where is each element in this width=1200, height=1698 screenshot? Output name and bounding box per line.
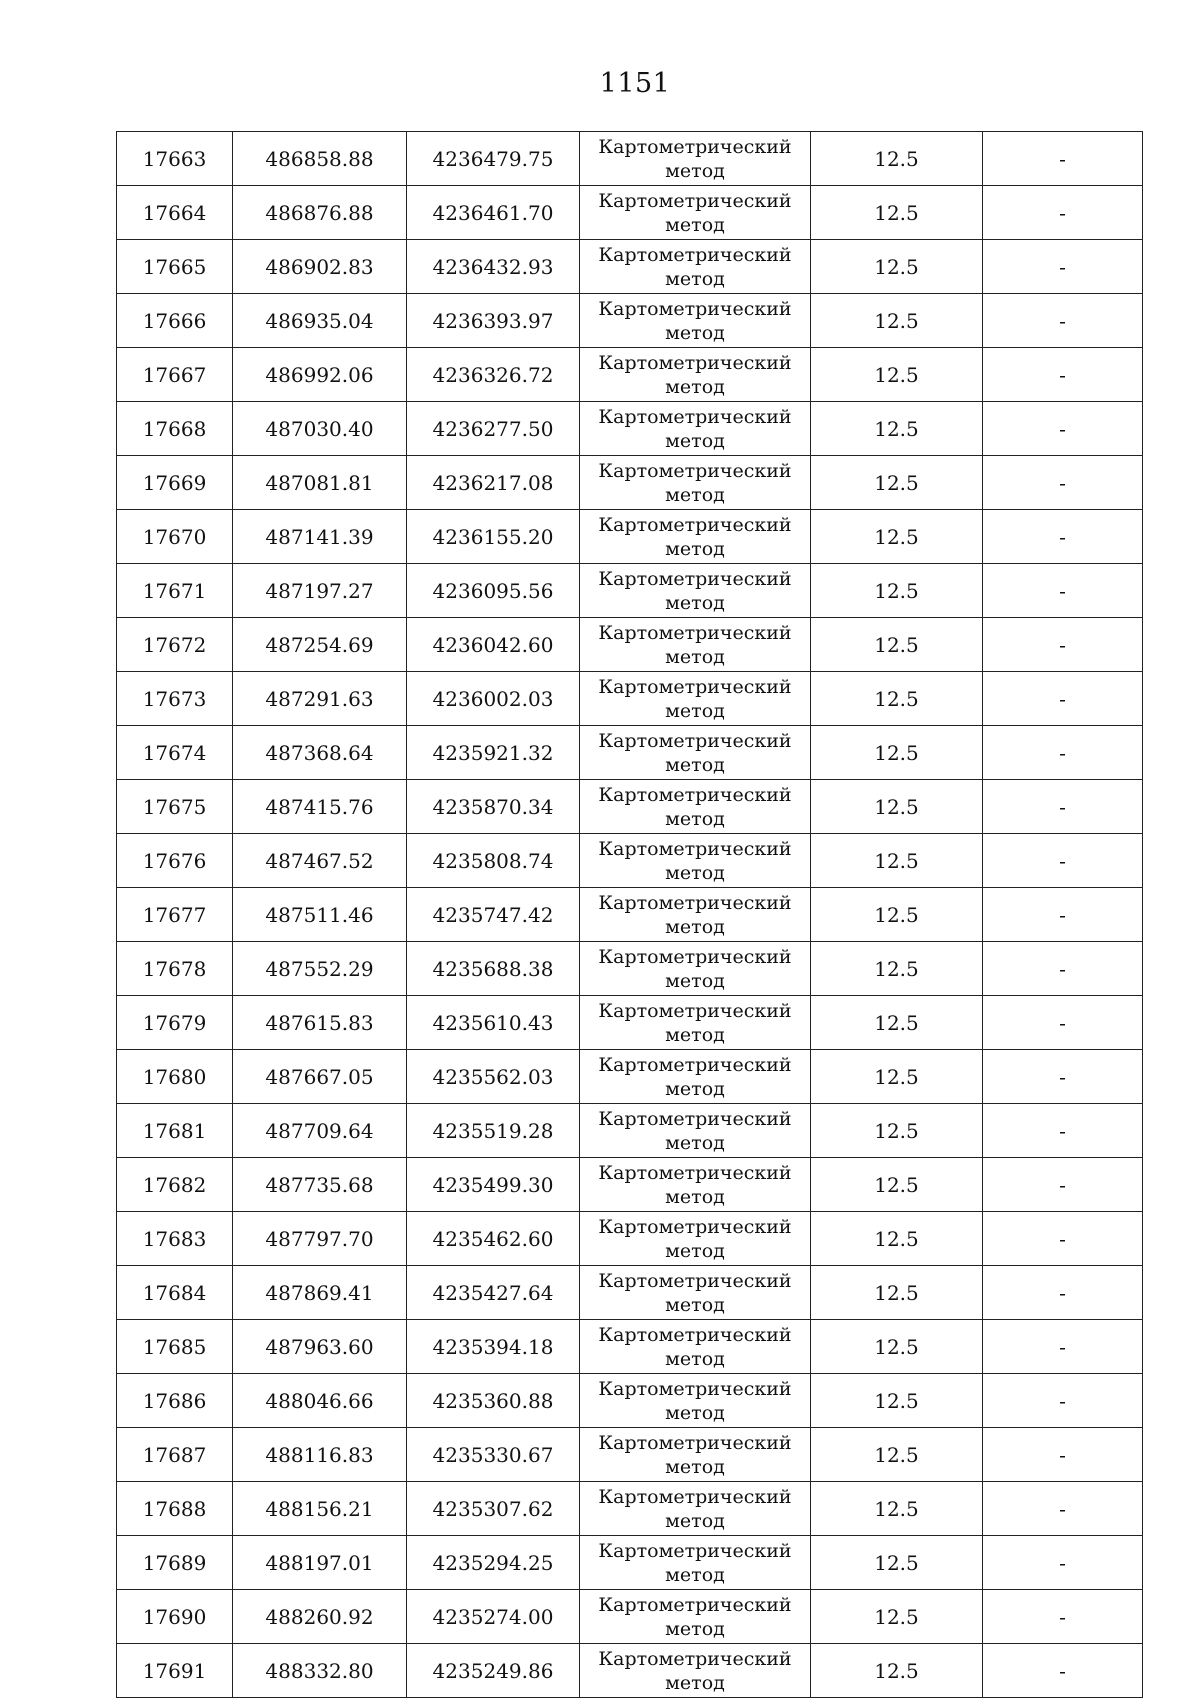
method-line-1: Картометрический	[598, 1377, 792, 1400]
point-number-cell: 17680	[117, 1050, 233, 1104]
method-line-1: Картометрический	[598, 189, 792, 212]
x-coordinate-cell: 488156.21	[233, 1482, 407, 1536]
method-line-1: Картометрический	[598, 1593, 792, 1616]
x-coordinate-cell: 486876.88	[233, 186, 407, 240]
y-coordinate-cell: 4236393.97	[407, 294, 580, 348]
method-cell	[580, 942, 811, 996]
x-coordinate-cell: 486858.88	[233, 132, 407, 186]
method-line-2: метод	[665, 321, 725, 344]
y-coordinate-cell: 4235462.60	[407, 1212, 580, 1266]
table-row	[117, 996, 1143, 1050]
point-number-cell: 17671	[117, 564, 233, 618]
x-coordinate-cell: 488332.80	[233, 1644, 407, 1698]
point-number-cell: 17665	[117, 240, 233, 294]
method-cell	[580, 348, 811, 402]
method-line-1: Картометрический	[598, 351, 792, 374]
table-row	[117, 618, 1143, 672]
table-row	[117, 132, 1143, 186]
note-cell: -	[983, 1428, 1143, 1482]
y-coordinate-cell: 4235307.62	[407, 1482, 580, 1536]
note-cell: -	[983, 564, 1143, 618]
method-line-2: метод	[665, 1671, 725, 1694]
precision-cell: 12.5	[811, 240, 983, 294]
y-coordinate-cell: 4236326.72	[407, 348, 580, 402]
precision-cell: 12.5	[811, 1104, 983, 1158]
method-line-1: Картометрический	[598, 1431, 792, 1454]
precision-cell: 12.5	[811, 834, 983, 888]
method-line-1: Картометрический	[598, 513, 792, 536]
y-coordinate-cell: 4235394.18	[407, 1320, 580, 1374]
precision-cell: 12.5	[811, 510, 983, 564]
note-cell: -	[983, 1536, 1143, 1590]
y-coordinate-cell: 4236432.93	[407, 240, 580, 294]
point-number-cell: 17688	[117, 1482, 233, 1536]
method-cell	[580, 1482, 811, 1536]
method-line-2: метод	[665, 753, 725, 776]
method-line-1: Картометрический	[598, 1269, 792, 1292]
table-row	[117, 1158, 1143, 1212]
method-line-2: метод	[665, 591, 725, 614]
point-number-cell: 17678	[117, 942, 233, 996]
table-row	[117, 1320, 1143, 1374]
table-row	[117, 1374, 1143, 1428]
method-line-1: Картометрический	[598, 1107, 792, 1130]
method-line-1: Картометрический	[598, 837, 792, 860]
x-coordinate-cell: 487797.70	[233, 1212, 407, 1266]
method-line-2: метод	[665, 807, 725, 830]
method-line-2: метод	[665, 429, 725, 452]
method-line-2: метод	[665, 1185, 725, 1208]
method-line-2: метод	[665, 1347, 725, 1370]
method-cell	[580, 1266, 811, 1320]
method-line-2: метод	[665, 1239, 725, 1262]
x-coordinate-cell: 487735.68	[233, 1158, 407, 1212]
point-number-cell: 17684	[117, 1266, 233, 1320]
method-line-1: Картометрический	[598, 405, 792, 428]
method-cell	[580, 726, 811, 780]
method-cell	[580, 1050, 811, 1104]
table-row	[117, 240, 1143, 294]
point-number-cell: 17687	[117, 1428, 233, 1482]
y-coordinate-cell: 4235870.34	[407, 780, 580, 834]
method-line-1: Картометрический	[598, 945, 792, 968]
method-line-2: метод	[665, 1455, 725, 1478]
method-cell	[580, 564, 811, 618]
method-line-2: метод	[665, 699, 725, 722]
precision-cell: 12.5	[811, 1320, 983, 1374]
precision-cell: 12.5	[811, 1374, 983, 1428]
precision-cell: 12.5	[811, 294, 983, 348]
precision-cell: 12.5	[811, 186, 983, 240]
x-coordinate-cell: 488197.01	[233, 1536, 407, 1590]
method-cell	[580, 132, 811, 186]
table-row	[117, 672, 1143, 726]
x-coordinate-cell: 487197.27	[233, 564, 407, 618]
x-coordinate-cell: 487615.83	[233, 996, 407, 1050]
note-cell: -	[983, 1644, 1143, 1698]
method-line-2: метод	[665, 1401, 725, 1424]
table-row	[117, 402, 1143, 456]
precision-cell: 12.5	[811, 942, 983, 996]
x-coordinate-cell: 487511.46	[233, 888, 407, 942]
method-cell	[580, 1104, 811, 1158]
table-row	[117, 1482, 1143, 1536]
note-cell: -	[983, 1212, 1143, 1266]
method-cell	[580, 834, 811, 888]
method-line-1: Картометрический	[598, 729, 792, 752]
point-number-cell: 17673	[117, 672, 233, 726]
y-coordinate-cell: 4236042.60	[407, 618, 580, 672]
precision-cell: 12.5	[811, 1266, 983, 1320]
y-coordinate-cell: 4235330.67	[407, 1428, 580, 1482]
method-cell	[580, 888, 811, 942]
method-line-2: метод	[665, 1131, 725, 1154]
y-coordinate-cell: 4236155.20	[407, 510, 580, 564]
y-coordinate-cell: 4236095.56	[407, 564, 580, 618]
note-cell: -	[983, 1320, 1143, 1374]
note-cell: -	[983, 1590, 1143, 1644]
note-cell: -	[983, 618, 1143, 672]
note-cell: -	[983, 780, 1143, 834]
method-line-1: Картометрический	[598, 1215, 792, 1238]
method-cell	[580, 1374, 811, 1428]
point-number-cell: 17668	[117, 402, 233, 456]
method-line-2: метод	[665, 159, 725, 182]
method-line-2: метод	[665, 483, 725, 506]
point-number-cell: 17690	[117, 1590, 233, 1644]
table-row	[117, 294, 1143, 348]
x-coordinate-cell: 487869.41	[233, 1266, 407, 1320]
method-line-1: Картометрический	[598, 675, 792, 698]
y-coordinate-cell: 4235294.25	[407, 1536, 580, 1590]
coordinates-table	[116, 131, 1143, 1698]
x-coordinate-cell: 487368.64	[233, 726, 407, 780]
method-line-1: Картометрический	[598, 1323, 792, 1346]
method-cell	[580, 1212, 811, 1266]
note-cell: -	[983, 510, 1143, 564]
y-coordinate-cell: 4236217.08	[407, 456, 580, 510]
y-coordinate-cell: 4235688.38	[407, 942, 580, 996]
table-row	[117, 510, 1143, 564]
y-coordinate-cell: 4236277.50	[407, 402, 580, 456]
x-coordinate-cell: 487963.60	[233, 1320, 407, 1374]
point-number-cell: 17677	[117, 888, 233, 942]
method-line-1: Картометрический	[598, 135, 792, 158]
method-line-1: Картометрический	[598, 783, 792, 806]
method-line-2: метод	[665, 645, 725, 668]
note-cell: -	[983, 402, 1143, 456]
x-coordinate-cell: 487552.29	[233, 942, 407, 996]
y-coordinate-cell: 4235808.74	[407, 834, 580, 888]
method-line-1: Картометрический	[598, 243, 792, 266]
method-line-1: Картометрический	[598, 1539, 792, 1562]
method-line-2: метод	[665, 1617, 725, 1640]
table-row	[117, 1266, 1143, 1320]
method-line-1: Картометрический	[598, 999, 792, 1022]
precision-cell: 12.5	[811, 1536, 983, 1590]
method-cell	[580, 618, 811, 672]
method-cell	[580, 1590, 811, 1644]
y-coordinate-cell: 4236002.03	[407, 672, 580, 726]
point-number-cell: 17681	[117, 1104, 233, 1158]
precision-cell: 12.5	[811, 618, 983, 672]
x-coordinate-cell: 487030.40	[233, 402, 407, 456]
note-cell: -	[983, 240, 1143, 294]
y-coordinate-cell: 4235274.00	[407, 1590, 580, 1644]
table-row	[117, 1428, 1143, 1482]
point-number-cell: 17669	[117, 456, 233, 510]
precision-cell: 12.5	[811, 402, 983, 456]
note-cell: -	[983, 672, 1143, 726]
table-row	[117, 1104, 1143, 1158]
point-number-cell: 17674	[117, 726, 233, 780]
method-cell	[580, 996, 811, 1050]
x-coordinate-cell: 488260.92	[233, 1590, 407, 1644]
method-line-2: метод	[665, 375, 725, 398]
y-coordinate-cell: 4236479.75	[407, 132, 580, 186]
method-line-1: Картометрический	[598, 1053, 792, 1076]
precision-cell: 12.5	[811, 1482, 983, 1536]
y-coordinate-cell: 4236461.70	[407, 186, 580, 240]
note-cell: -	[983, 996, 1143, 1050]
x-coordinate-cell: 487709.64	[233, 1104, 407, 1158]
method-line-2: метод	[665, 969, 725, 992]
table-row	[117, 1536, 1143, 1590]
method-line-1: Картометрический	[598, 1647, 792, 1670]
method-line-1: Картометрический	[598, 459, 792, 482]
method-cell	[580, 1320, 811, 1374]
method-cell	[580, 1428, 811, 1482]
method-cell	[580, 240, 811, 294]
point-number-cell: 17666	[117, 294, 233, 348]
coordinates-table-body	[117, 132, 1143, 1698]
precision-cell: 12.5	[811, 672, 983, 726]
y-coordinate-cell: 4235562.03	[407, 1050, 580, 1104]
point-number-cell: 17691	[117, 1644, 233, 1698]
precision-cell: 12.5	[811, 1212, 983, 1266]
precision-cell: 12.5	[811, 888, 983, 942]
method-cell	[580, 402, 811, 456]
x-coordinate-cell: 487081.81	[233, 456, 407, 510]
precision-cell: 12.5	[811, 1428, 983, 1482]
point-number-cell: 17672	[117, 618, 233, 672]
note-cell: -	[983, 1104, 1143, 1158]
method-line-1: Картометрический	[598, 297, 792, 320]
point-number-cell: 17664	[117, 186, 233, 240]
method-cell	[580, 186, 811, 240]
precision-cell: 12.5	[811, 1644, 983, 1698]
precision-cell: 12.5	[811, 132, 983, 186]
method-line-2: метод	[665, 861, 725, 884]
point-number-cell: 17682	[117, 1158, 233, 1212]
method-line-2: метод	[665, 1563, 725, 1586]
table-row	[117, 456, 1143, 510]
page-number: 1151	[599, 68, 671, 99]
table-row	[117, 1644, 1143, 1698]
table-row	[117, 780, 1143, 834]
y-coordinate-cell: 4235519.28	[407, 1104, 580, 1158]
precision-cell: 12.5	[811, 996, 983, 1050]
table-row	[117, 564, 1143, 618]
table-row	[117, 1050, 1143, 1104]
y-coordinate-cell: 4235747.42	[407, 888, 580, 942]
point-number-cell: 17689	[117, 1536, 233, 1590]
point-number-cell: 17675	[117, 780, 233, 834]
point-number-cell: 17683	[117, 1212, 233, 1266]
method-line-2: метод	[665, 213, 725, 236]
x-coordinate-cell: 487291.63	[233, 672, 407, 726]
method-line-2: метод	[665, 915, 725, 938]
note-cell: -	[983, 186, 1143, 240]
x-coordinate-cell: 486992.06	[233, 348, 407, 402]
note-cell: -	[983, 1050, 1143, 1104]
precision-cell: 12.5	[811, 1590, 983, 1644]
x-coordinate-cell: 486902.83	[233, 240, 407, 294]
precision-cell: 12.5	[811, 726, 983, 780]
precision-cell: 12.5	[811, 348, 983, 402]
note-cell: -	[983, 1374, 1143, 1428]
point-number-cell: 17686	[117, 1374, 233, 1428]
method-cell	[580, 510, 811, 564]
note-cell: -	[983, 132, 1143, 186]
note-cell: -	[983, 888, 1143, 942]
x-coordinate-cell: 488046.66	[233, 1374, 407, 1428]
point-number-cell: 17676	[117, 834, 233, 888]
note-cell: -	[983, 294, 1143, 348]
method-line-2: метод	[665, 1077, 725, 1100]
point-number-cell: 17685	[117, 1320, 233, 1374]
method-line-1: Картометрический	[598, 891, 792, 914]
x-coordinate-cell: 487415.76	[233, 780, 407, 834]
point-number-cell: 17663	[117, 132, 233, 186]
note-cell: -	[983, 456, 1143, 510]
method-cell	[580, 1644, 811, 1698]
note-cell: -	[983, 1158, 1143, 1212]
method-line-1: Картометрический	[598, 1161, 792, 1184]
precision-cell: 12.5	[811, 1050, 983, 1104]
point-number-cell: 17679	[117, 996, 233, 1050]
y-coordinate-cell: 4235360.88	[407, 1374, 580, 1428]
method-cell	[580, 672, 811, 726]
x-coordinate-cell: 488116.83	[233, 1428, 407, 1482]
table-row	[117, 1212, 1143, 1266]
method-cell	[580, 1158, 811, 1212]
y-coordinate-cell: 4235921.32	[407, 726, 580, 780]
y-coordinate-cell: 4235427.64	[407, 1266, 580, 1320]
precision-cell: 12.5	[811, 780, 983, 834]
x-coordinate-cell: 486935.04	[233, 294, 407, 348]
x-coordinate-cell: 487254.69	[233, 618, 407, 672]
method-line-2: метод	[665, 267, 725, 290]
table-row	[117, 888, 1143, 942]
method-cell	[580, 1536, 811, 1590]
method-cell	[580, 456, 811, 510]
note-cell: -	[983, 942, 1143, 996]
table-row	[117, 348, 1143, 402]
method-cell	[580, 294, 811, 348]
x-coordinate-cell: 487141.39	[233, 510, 407, 564]
method-line-1: Картометрический	[598, 621, 792, 644]
table-row	[117, 834, 1143, 888]
precision-cell: 12.5	[811, 456, 983, 510]
note-cell: -	[983, 834, 1143, 888]
note-cell: -	[983, 1482, 1143, 1536]
table-row	[117, 186, 1143, 240]
point-number-cell: 17667	[117, 348, 233, 402]
table-row	[117, 726, 1143, 780]
y-coordinate-cell: 4235610.43	[407, 996, 580, 1050]
x-coordinate-cell: 487467.52	[233, 834, 407, 888]
method-cell	[580, 780, 811, 834]
method-line-1: Картометрический	[598, 567, 792, 590]
method-line-2: метод	[665, 1293, 725, 1316]
method-line-2: метод	[665, 1509, 725, 1532]
note-cell: -	[983, 726, 1143, 780]
precision-cell: 12.5	[811, 1158, 983, 1212]
table-row	[117, 1590, 1143, 1644]
y-coordinate-cell: 4235499.30	[407, 1158, 580, 1212]
x-coordinate-cell: 487667.05	[233, 1050, 407, 1104]
point-number-cell: 17670	[117, 510, 233, 564]
y-coordinate-cell: 4235249.86	[407, 1644, 580, 1698]
precision-cell: 12.5	[811, 564, 983, 618]
note-cell: -	[983, 348, 1143, 402]
table-row	[117, 942, 1143, 996]
method-line-2: метод	[665, 537, 725, 560]
note-cell: -	[983, 1266, 1143, 1320]
method-line-1: Картометрический	[598, 1485, 792, 1508]
method-line-2: метод	[665, 1023, 725, 1046]
